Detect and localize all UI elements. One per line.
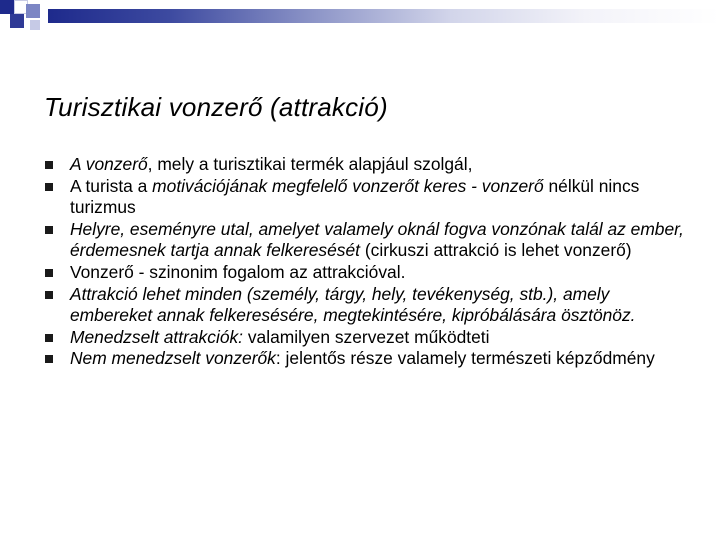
- bullet-item: [44, 219, 694, 262]
- bullet-text: Vonzerő - szinonim fogalom az attrakcióval.: [70, 261, 406, 282]
- bullet-text: Menedzselt attrakciók:: [70, 326, 244, 347]
- header-gradient-bar: [48, 9, 720, 23]
- decor-square-dark: [0, 0, 14, 14]
- square-bullet-icon: [45, 291, 53, 299]
- bullet-text: Nem menedzselt vonzerők: [70, 348, 276, 369]
- bullet-text: (cirkuszi attrakció is lehet vonzerő): [360, 240, 632, 261]
- bullet-text: Helyre, eseményre utal, amelyet valamely oknál fogva vonzónak talál az ember, érdemesnek tartja annak felkeresését: [70, 218, 684, 261]
- square-bullet-icon: [45, 334, 53, 342]
- bullet-text: nélkül nincs turizmus: [70, 175, 640, 218]
- bullet-item: [44, 176, 694, 219]
- bullet-text: : jelentős része valamely természeti képződmény: [275, 348, 655, 369]
- slide-title: Turisztikai vonzerő (attrakció): [44, 92, 388, 122]
- square-bullet-icon: [45, 269, 53, 277]
- square-bullet-icon: [45, 355, 53, 363]
- bullet-text: , mely a turisztikai termék alapjául szolgál,: [147, 154, 473, 174]
- square-bullet-icon: [45, 161, 53, 169]
- bullet-item: [44, 348, 694, 370]
- bullet-text: A vonzerő: [70, 154, 148, 174]
- square-bullet-icon: [45, 226, 53, 234]
- bullet-item: [44, 327, 694, 349]
- bullet-text: A turista a: [70, 175, 153, 196]
- bullet-text: motivációjának megfelelő vonzerőt keres - vonzerő: [152, 175, 544, 196]
- bullet-text: Attrakció lehet minden (személy, tárgy, hely, tevékenység, stb.), amely embereket annak felkeresésére, megtekintésére, kipróbálására ösztönöz.: [70, 283, 636, 326]
- decor-square-dark-2: [10, 14, 24, 28]
- bullet-item: [44, 262, 694, 284]
- decor-square-mid: [26, 4, 40, 18]
- square-bullet-icon: [45, 183, 53, 191]
- decor-square-light: [30, 20, 40, 30]
- bullet-item: [44, 284, 694, 327]
- bullet-item: [44, 154, 694, 176]
- bullet-list: [44, 154, 694, 370]
- header-decoration: [0, 0, 720, 34]
- bullet-text: valamilyen szervezet működteti: [243, 326, 490, 347]
